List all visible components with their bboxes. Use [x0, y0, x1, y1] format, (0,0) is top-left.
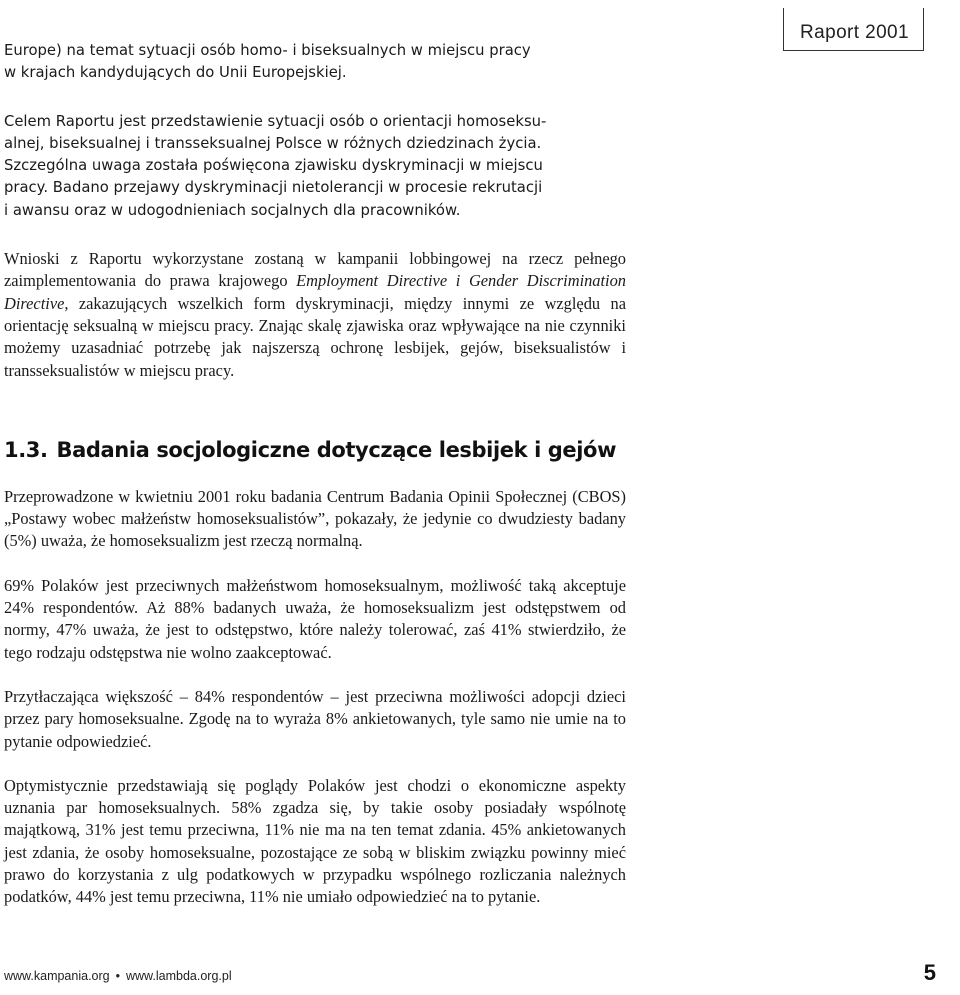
survey-paragraph: Przeprowadzone w kwietniu 2001 roku badania Centrum Badania Opinii Społecznej (CBOS) „Postawy wobec małżeństw homoseksualistów”, pokazały, że jedynie co dwudziesty badany (5%) uważa, że homoseksualizm jest rzeczą normalną.: [4, 486, 626, 551]
page-body: [4, 40, 626, 909]
page-number: 5: [923, 960, 936, 985]
purpose-paragraph: [4, 111, 626, 222]
footer-link-kampania[interactable]: www.kampania.org: [4, 969, 110, 983]
section-title: Badania socjologiczne dotyczące lesbijek i gejów: [56, 437, 617, 462]
conclusions-text-1: Wnioski z Raportu wykorzystane zostaną w kampanii lobbingowej na rzecz pełnego zaimplementowania do prawa krajowego: [4, 249, 626, 291]
purpose-line-2: alnej, biseksualnej i transseksualnej Polsce w różnych dziedzinach życia.: [4, 134, 542, 152]
report-header-label: Raport 2001: [783, 8, 924, 51]
purpose-line-4: pracy. Badano przejawy dyskryminacji nietolerancji w procesie rekrutacji: [4, 179, 543, 197]
conclusions-paragraph: [4, 248, 626, 382]
marriage-paragraph: 69% Polaków jest przeciwnych małżeństwom homoseksualnym, możliwość taką akceptuje 24% respondentów. Aż 88% badanych uważa, że homoseksualizm jest odstępstwem od normy, 47% uważa, że jest to odstępstwo, które należy tolerować, zaś 41% stwierdziło, że tego rodzaju odstępstwa nie wolno zaakceptować.: [4, 575, 626, 662]
economic-paragraph: Optymistycznie przedstawiają się poglądy Polaków jest chodzi o ekonomiczne aspekty uznania par homoseksualnych. 58% zgadza się, by takie osoby posiadały wspólnotę majątkową, 31% jest temu przeciwna, 11% nie ma na ten temat zdania. 45% ankietowanych jest zdania, że osoby homoseksualne, pozostające ze sobą w bliskim związku powinny mieć prawo do korzystania z ulg podatkowych w przypadku wspólnego rozliczania należnych podatków, 44% jest temu przeciwna, 11% nie umiało odpowiedzieć na to pytanie.: [4, 775, 626, 907]
purpose-line-3: Szczególna uwaga została poświęcona zjawisku dyskryminacji w miejscu: [4, 157, 543, 175]
intro-line-1: Europe) na temat sytuacji osób homo- i biseksualnych w miejscu pracy: [4, 42, 531, 59]
section-number: 1.3.: [4, 437, 48, 462]
purpose-line-1: Celem Raportu jest przedstawienie sytuacji osób o orientacji homoseksu-: [4, 112, 547, 130]
purpose-line-5: i awansu oraz w udogodnieniach socjalnych dla pracowników.: [4, 201, 461, 219]
conclusions-text-2: zakazujących wszelkich form dyskryminacji, między innymi ze względu na orientację seksualną w miejscu pracy. Znając skalę zjawiska oraz wpływające na nie czynniki możemy uzasadniać potrzebę jak najszerszą ochronę lesbijek, gejów, biseksualistów i transseksualistów w miejscu pracy.: [4, 293, 626, 380]
footer-separator: •: [115, 969, 120, 983]
footer-links: [4, 969, 232, 983]
intro-line-2: w krajach kandydujących do Unii Europejskiej.: [4, 64, 347, 82]
section-heading: [4, 438, 626, 462]
footer-link-lambda[interactable]: www.lambda.org.pl: [126, 969, 232, 983]
directive-names: Employment Directive i Gender Discrimination Directive,: [4, 271, 627, 313]
adoption-paragraph: Przytłaczająca większość – 84% respondentów – jest przeciwna możliwości adopcji dzieci przez pary homoseksualne. Zgodę na to wyraża 8% ankietowanych, tyle samo nie umie na to pytanie odpowiedzieć.: [4, 686, 626, 751]
intro-paragraph: [4, 40, 626, 85]
